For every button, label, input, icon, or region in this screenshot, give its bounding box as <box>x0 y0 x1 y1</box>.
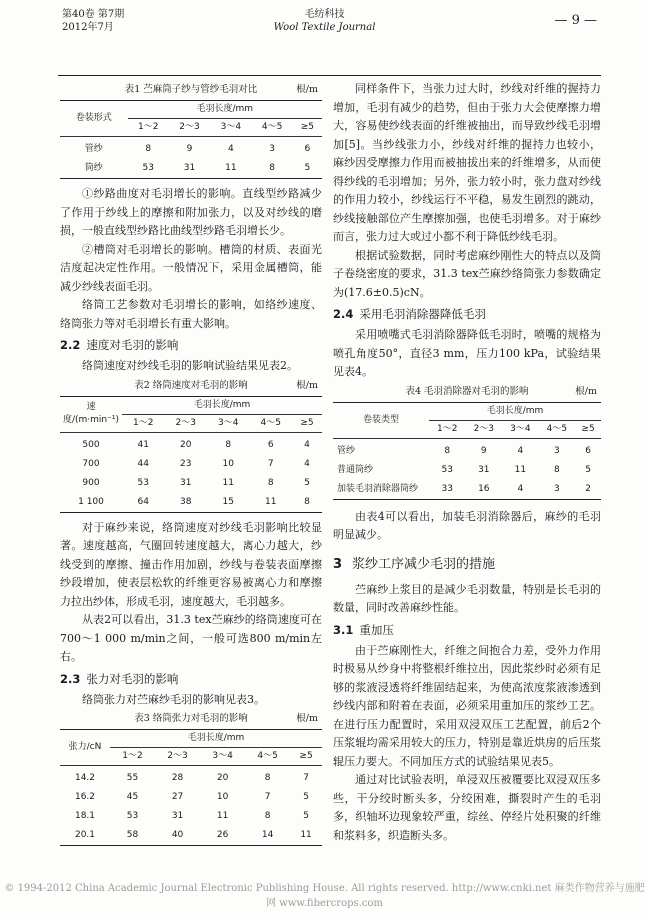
table-cell: 40 <box>171 830 184 840</box>
section-heading-3-1 <box>333 620 601 640</box>
table3-title: 表3 络筒张力对毛羽的影响 <box>134 713 248 724</box>
table-cell: 53 <box>142 163 154 173</box>
table-row <box>60 137 322 160</box>
table-cell: 11 <box>514 464 527 475</box>
table4-caption <box>333 384 601 400</box>
table2-col-header: 4～5 <box>249 414 291 432</box>
table-cell: 5 <box>304 163 311 173</box>
table3-col-header: 2～3 <box>155 748 200 766</box>
table-cell: 38 <box>180 496 192 507</box>
table-cell: 7 <box>303 773 309 783</box>
table-cell: 8 <box>264 773 271 783</box>
row-label: 普通筒纱 <box>337 464 374 475</box>
table-cell: 28 <box>171 773 184 783</box>
table-row <box>60 788 322 807</box>
section-title: 重加压 <box>359 622 394 637</box>
table-cell: 11 <box>225 163 237 173</box>
row-label: 700 <box>82 458 100 469</box>
table-cell: 8 <box>553 464 560 475</box>
table-cell: 15 <box>222 496 234 507</box>
row-label: 900 <box>82 477 100 488</box>
table-cell: 10 <box>216 792 229 802</box>
table-cell: 8 <box>145 144 152 154</box>
journal-title-en: Wool Textile Journal <box>273 22 376 33</box>
table4-col-header: ≥5 <box>575 420 601 438</box>
paragraph: 苎麻纱上浆目的是减少毛羽数量，特别是长毛羽的数量，同时改善麻纱性能。 <box>333 582 601 614</box>
row-label: 加装毛羽消除器筒纱 <box>337 483 419 494</box>
section-heading-2-3 <box>60 669 322 689</box>
table-cell: 4 <box>517 483 524 494</box>
table-row <box>60 159 322 179</box>
table3 <box>60 729 322 846</box>
table-row <box>333 438 601 461</box>
header-rule <box>58 75 601 76</box>
paragraph: 通过对比试验表明，单浸双压被覆要比双浸双压多些，干分绞时断头多，分绞困难，撕裂时产生的毛羽多，织轴坏边现象较严重，综丝、停经片处积聚的纤维和浆料多，织造断头多。 <box>333 773 601 842</box>
table-cell: 14 <box>261 830 274 840</box>
paragraph: 络筒张力对苎麻纱毛羽的影响见表3。 <box>82 692 265 706</box>
table-cell: 53 <box>126 811 139 821</box>
table1-caption <box>60 82 322 98</box>
table-cell: 2 <box>585 483 591 494</box>
table-cell: 6 <box>267 439 274 450</box>
table-cell: 31 <box>180 477 192 488</box>
table-cell: 8 <box>444 445 451 456</box>
table-cell: 33 <box>441 483 453 494</box>
table-cell: 27 <box>171 792 184 802</box>
journal-title <box>0 8 649 34</box>
table-cell: 9 <box>480 445 487 456</box>
table-cell: 9 <box>186 144 193 154</box>
table-cell: 44 <box>137 458 149 469</box>
section-title: 张力对毛羽的影响 <box>86 671 179 686</box>
table-cell: 3 <box>553 483 560 494</box>
table-cell: 5 <box>304 477 310 488</box>
table-row <box>60 826 322 846</box>
table-cell: 64 <box>137 496 149 507</box>
table-row <box>60 455 322 474</box>
table4-group-header: 毛羽长度/mm <box>429 402 601 420</box>
table-cell: 41 <box>137 439 149 450</box>
table-cell: 31 <box>183 163 196 173</box>
table4 <box>333 402 601 500</box>
table-cell: 6 <box>585 445 591 456</box>
table-cell: 4 <box>304 458 310 469</box>
table2 <box>60 396 322 513</box>
paragraph: ②槽筒对毛羽增长的影响。槽筒的材质、表面光洁度起决定性作用。一般情况下，采用金属槽筒，能减少纱线表面毛羽。 <box>60 242 322 293</box>
table3-row-header: 张力/cN <box>60 730 110 766</box>
table-cell: 11 <box>216 811 229 821</box>
table1-row-header: 卷装形式 <box>60 101 128 137</box>
paragraph: ①纱路曲度对毛羽增长的影响。直线型纱路减少了作用于纱线上的摩擦和附加张力，以及对纱线的磨损，一般直线型纱路比曲线型纱路毛羽增长少。 <box>60 187 322 237</box>
table-cell: 5 <box>303 792 309 802</box>
table2-title: 表2 络筒速度对毛羽的影响 <box>134 379 248 391</box>
table4-col-header: 2～3 <box>466 420 503 438</box>
table-row <box>60 432 322 455</box>
volume-issue: 第40卷 第7期 <box>62 9 125 20</box>
table-cell: 4 <box>227 144 234 154</box>
paragraph: 根据试验数据，同时考虑麻纱刚性大的特点以及筒子卷绕密度的要求，31.3 tex苎麻纱络筒张力参数确定为(17.6±0.5)cN。 <box>333 248 601 299</box>
table1-col-header: 1～2 <box>128 119 169 137</box>
section-heading-2-4 <box>333 304 601 324</box>
table2-caption <box>60 378 322 394</box>
page-number: — 9 — <box>554 13 597 28</box>
paragraph: 络筒工艺参数对毛羽增长的影响，如络纱速度、络筒张力等对毛羽增长有重大影响。 <box>60 298 322 330</box>
table1 <box>60 100 322 179</box>
table-cell: 11 <box>264 496 277 507</box>
row-label: 管纱 <box>84 144 103 154</box>
right-column <box>333 80 601 845</box>
table-cell: 4 <box>304 439 310 450</box>
table3-caption <box>60 711 322 727</box>
table-cell: 6 <box>304 144 311 154</box>
table-cell: 8 <box>269 163 275 173</box>
table-cell: 53 <box>441 464 453 475</box>
table-cell: 16 <box>478 483 490 494</box>
table-row <box>333 461 601 480</box>
table3-col-header: ≥5 <box>290 748 322 766</box>
table-cell: 11 <box>222 477 234 488</box>
table-cell: 3 <box>553 445 560 456</box>
table-cell: 4 <box>517 445 524 456</box>
section-title: 速度对毛羽的影响 <box>86 338 179 352</box>
table-cell: 31 <box>478 464 490 475</box>
section-title: 浆纱工序减少毛羽的措施 <box>352 556 496 572</box>
table-cell: 53 <box>137 477 149 488</box>
table4-col-header: 3～4 <box>502 420 539 438</box>
table1-col-header: 2～3 <box>169 119 210 137</box>
table-cell: 31 <box>171 811 184 821</box>
table4-col-header: 4～5 <box>539 420 576 438</box>
table1-unit: 根/m <box>296 84 318 95</box>
table-cell: 8 <box>264 811 271 821</box>
row-label: 1 100 <box>78 496 104 507</box>
section-heading-2-2 <box>60 335 322 355</box>
table1-col-header: ≥5 <box>293 119 322 137</box>
table-row <box>333 480 601 500</box>
table3-col-header: 4～5 <box>245 748 290 766</box>
paragraph: 由于苎麻刚性大，纤维之间抱合力差，受外力作用时极易从纱身中将整根纤维拉出，因此浆纱时必须有足够的浆液浸透将纤维固结起来，为使高浓度浆液渗透到纱线内部和附着在表面，必须采用重加压的浆纱工艺。在进行压力配置时，采用双浸双压工艺配置，前后2个压浆辊均需采用较大的压力，特别是靠近烘房的后压浆辊压力要大。不同加压方式的试验结果见表5。 <box>333 643 601 768</box>
table-row <box>60 474 322 493</box>
table2-col-header: 3～4 <box>207 414 249 432</box>
table2-row-header: 速度/(m·min⁻¹) <box>60 396 122 432</box>
table1-group-header: 毛羽长度/mm <box>128 101 322 119</box>
journal-title-cn: 毛纺科技 <box>304 9 345 20</box>
table2-col-header: 1～2 <box>122 414 164 432</box>
table-cell: 26 <box>216 830 229 840</box>
table3-group-header: 毛羽长度/mm <box>110 730 322 748</box>
table-cell: 45 <box>126 792 139 802</box>
table2-col-header: 2～3 <box>164 414 206 432</box>
table-cell: 7 <box>267 458 274 469</box>
section-title: 采用毛羽消除器降低毛羽 <box>359 307 486 321</box>
paragraph: 络筒速度对纱线毛羽的影响试验结果见表2。 <box>82 359 298 372</box>
section-number: 3.1 <box>333 622 354 637</box>
paragraph: 从表2可以看出，31.3 tex苎麻纱的络筒速度可在700～1 000 m/min之间，一般可选800 m/min左右。 <box>60 613 322 663</box>
paragraph: 采用喷嘴式毛羽消除器降低毛羽时，喷嘴的规格为喷孔角度50°，直径3 mm，压力100 kPa，试验结果见表4。 <box>333 328 601 378</box>
table-cell: 8 <box>225 439 232 450</box>
table-cell: 5 <box>585 464 591 475</box>
paragraph: 对于麻纱来说，络筒速度对纱线毛羽影响比较显著。速度越高，气圈回转速度越大，离心力越大，纱线受到的摩擦、撞击作用加剧，纱线与卷装表面摩擦纱段增加，使表层松软的纤维更容易被离心力和摩擦力拉出纱体，形成毛羽，速度越大，毛羽越多。 <box>60 520 322 608</box>
table1-col-header: 4～5 <box>251 119 292 137</box>
row-label: 16.2 <box>74 792 96 802</box>
table2-group-header: 毛羽长度/mm <box>122 396 322 414</box>
row-label: 20.1 <box>74 830 96 840</box>
table-cell: 3 <box>269 144 275 154</box>
table4-col-header: 1～2 <box>429 420 466 438</box>
table4-row-header: 卷装类型 <box>333 402 429 438</box>
section-number: 2.4 <box>333 307 354 321</box>
table-row <box>60 807 322 826</box>
table-cell: 23 <box>180 458 192 469</box>
left-column <box>60 80 322 846</box>
table-cell: 11 <box>300 830 312 840</box>
section-number: 2.2 <box>60 338 81 352</box>
table-cell: 7 <box>264 792 271 802</box>
table-cell: 8 <box>267 477 274 488</box>
row-label: 14.2 <box>74 773 96 783</box>
table4-unit: 根/m <box>575 385 597 397</box>
table-cell: 58 <box>126 830 139 840</box>
row-label: 筒纱 <box>84 163 103 173</box>
issue-date: 2012年7月 <box>62 22 114 33</box>
table-cell: 10 <box>222 458 234 469</box>
table-cell: 20 <box>180 439 192 450</box>
table-cell: 55 <box>126 773 139 783</box>
row-label: 管纱 <box>337 445 356 456</box>
section-number: 3 <box>333 556 343 572</box>
row-label: 500 <box>82 439 100 450</box>
table3-col-header: 3～4 <box>200 748 245 766</box>
table1-col-header: 3～4 <box>210 119 251 137</box>
table1-title: 表1 苎麻筒子纱与管纱毛羽对比 <box>124 84 258 95</box>
row-label: 18.1 <box>74 811 96 821</box>
table-cell: 20 <box>216 773 229 783</box>
table-cell: 8 <box>304 496 310 507</box>
paragraph: 由表4可以看出，加装毛羽消除器后，麻纱的毛羽明显减少。 <box>333 509 601 541</box>
table4-title: 表4 毛羽消除器对毛羽的影响 <box>405 385 529 397</box>
section-heading-3 <box>333 553 601 577</box>
table-cell: 5 <box>303 811 309 821</box>
copyright-footer: © 1994-2012 China Academic Journal Electronic Publishing House. All rights reserved. http://www.cnki.net 麻类作物营养与施肥网 www.fibercrops.com <box>4 883 645 909</box>
table-row <box>60 493 322 513</box>
table-row <box>60 766 322 789</box>
table3-unit: 根/m <box>296 713 318 724</box>
section-number: 2.3 <box>60 671 81 686</box>
paragraph: 同样条件下，当张力过大时，纱线对纤维的握持力增加，毛羽有减少的趋势，但由于张力大会使摩擦力增大，容易使纱线表面的纤维被抽出，而导致纱线毛羽增加[5]。当纱线张力小，纱线对纤维的握持力也较小，麻纱因受摩擦力作用而被抽拔出来的纤维增多，从而使得纱线的毛羽增加；另外，张力较小时，张力盘对纱线的作用力较小，纱线运行不平稳，易发生剧烈的跳动，纱线接触部位产生摩擦加强，也使毛羽增多。对于麻纱而言，张力过大或过小都不利于降低纱线毛羽。 <box>333 82 601 243</box>
table2-col-header: ≥5 <box>292 414 322 432</box>
table3-col-header: 1～2 <box>110 748 155 766</box>
table2-unit: 根/m <box>296 379 318 391</box>
